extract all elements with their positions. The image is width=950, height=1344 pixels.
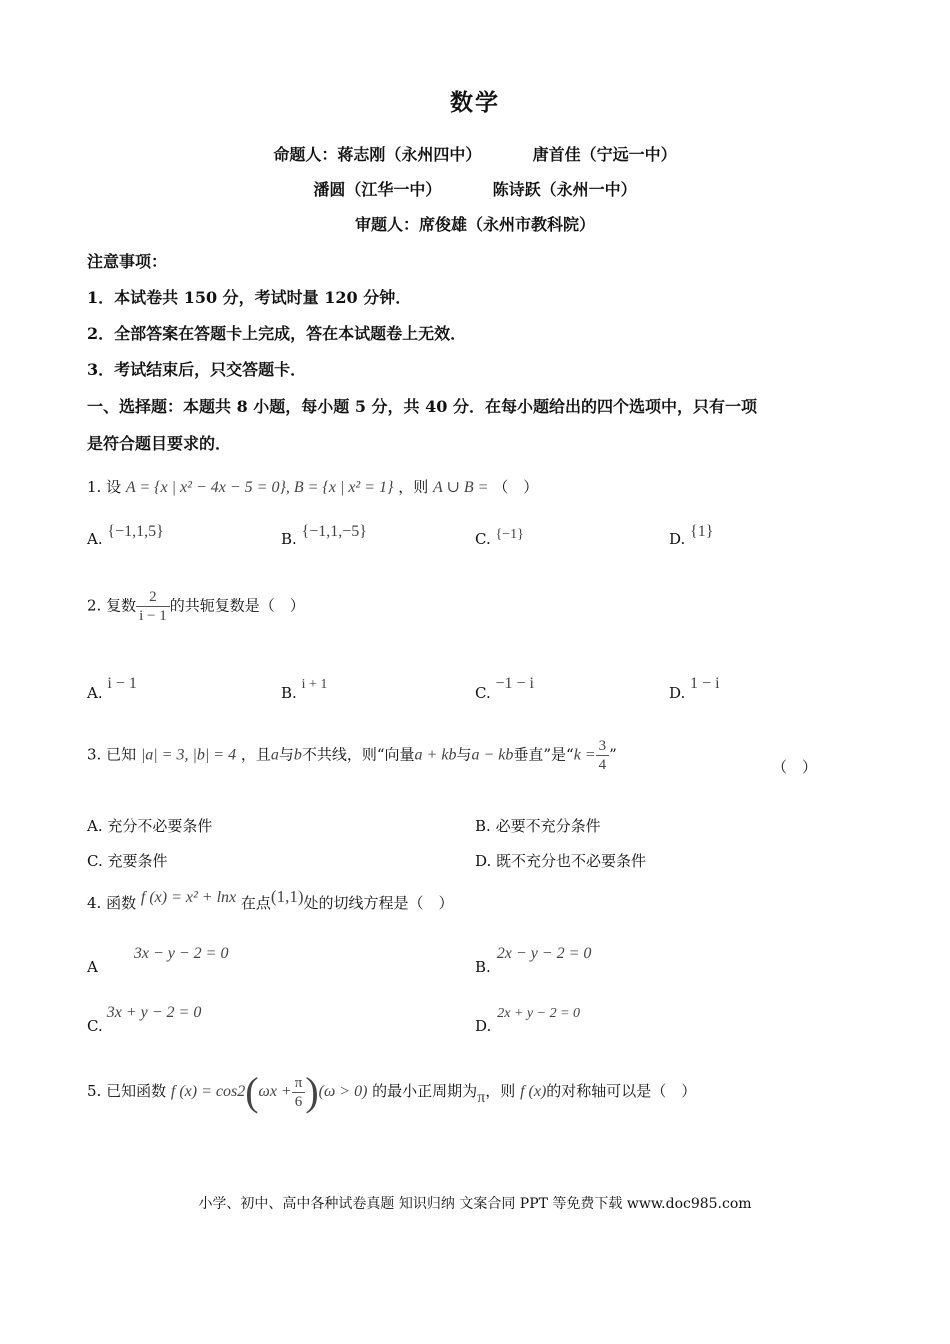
q3-option-a[interactable]: A. 充分不必要条件 (87, 817, 213, 835)
fraction: $\frac{3}{4}$ (596, 737, 610, 774)
question-4: 4. 函数 f (x) = x² + lnx 在点(1,1)处的切线方程是（ ） (87, 887, 454, 912)
q2-option-c[interactable]: C. −1 − i (475, 675, 534, 702)
set-a-expr: A = {x | x² − 4x − 5 = 0} (125, 479, 286, 496)
page-title: 数学 (450, 89, 500, 116)
q4-option-b[interactable]: B.2x − y − 2 = 0 (475, 945, 592, 976)
q4-option-c[interactable]: C.3x + y − 2 = 0 (87, 1004, 202, 1035)
q3-option-d[interactable]: D. 既不充分也不必要条件 (475, 852, 647, 870)
q1-option-d[interactable]: D. {1} (669, 523, 714, 548)
note-item: 3．考试结束后，只交答题卡． (87, 360, 307, 379)
q2-option-b[interactable]: B. i + 1 (281, 677, 328, 702)
question-1: 1. 设 A = {x | x² − 4x − 5 = 0}, B = {x | x² = 1} ，则 A ∪ B = （ ） (87, 478, 539, 496)
q3-option-b[interactable]: B. 必要不充分条件 (475, 817, 601, 835)
section-heading: 一、选择题：本题共 8 小题，每小题 5 分，共 40 分．在每小题给出的四个选项中，只有一项 (87, 397, 757, 416)
set-b-expr: B = {x | x² = 1} (293, 479, 394, 496)
author-3: 潘圆（江华一中） (313, 180, 442, 199)
q3-answer-paren: （ ） (772, 758, 818, 776)
q3-option-c[interactable]: C. 充要条件 (87, 852, 168, 870)
q1-option-b[interactable]: B. {−1,1,−5} (281, 523, 367, 548)
author-2: 唐首佳（宁远一中） (532, 145, 677, 164)
q2-option-d[interactable]: D. 1 − i (669, 675, 720, 702)
notes-heading: 注意事项： (87, 252, 168, 271)
q4-option-d[interactable]: D.2x + y − 2 = 0 (475, 1006, 581, 1035)
function-expr: f (x) = cos2 (170, 1083, 246, 1100)
question-5: 5. 已知函数 f (x) = cos2(ωx + $\frac{\pi}{6}$ )(ω > 0) 的最小正周期为π，则 f (x)的对称轴可以是（ ） (87, 1069, 697, 1114)
function-expr: f (x) = x² + lnx (140, 889, 237, 906)
question-2: 2. 复数 $\frac{2}{i - 1}$ 的共轭复数是（ ） (87, 589, 305, 624)
fraction: $\frac{2}{i - 1}$ (136, 588, 170, 625)
section-heading-cont: 是符合题目要求的． (87, 434, 232, 453)
author-line-2 (0, 177, 950, 200)
q2-option-a[interactable]: A. i − 1 (87, 675, 137, 702)
q1-option-a[interactable]: A. {−1,1,5} (87, 523, 164, 548)
author-4: 陈诗跃（永州一中） (492, 180, 637, 199)
footer: 小学、初中、高中各种试卷真题 知识归纳 文案合同 PPT 等免费下载 www.doc985.com (198, 1196, 752, 1212)
q1-option-c[interactable]: C. {−1} (475, 527, 524, 548)
question-3: 3. 已知 |a| = 3, |b| = 4 ，且a与b不共线，则“向量a + kb与a − kb垂直”是“k = $\frac{3}{4}$ ” (87, 738, 617, 773)
reviewer-line: 审题人：席俊雄（永州市教科院） (354, 215, 595, 234)
q4-option-a[interactable]: A3x − y − 2 = 0 (87, 945, 229, 976)
magnitude-condition: |a| = 3, |b| = 4 (140, 746, 237, 764)
note-item: 2．全部答案在答题卡上完成，答在本试题卷上无效． (87, 324, 467, 343)
fraction: $\frac{\pi}{6}$ (292, 1074, 306, 1111)
note-item: 1．本试卷共 150 分，考试时量 120 分钟． (87, 288, 412, 307)
author-1: 命题人：蒋志刚（永州四中） (273, 145, 482, 164)
author-line-1 (0, 142, 950, 165)
